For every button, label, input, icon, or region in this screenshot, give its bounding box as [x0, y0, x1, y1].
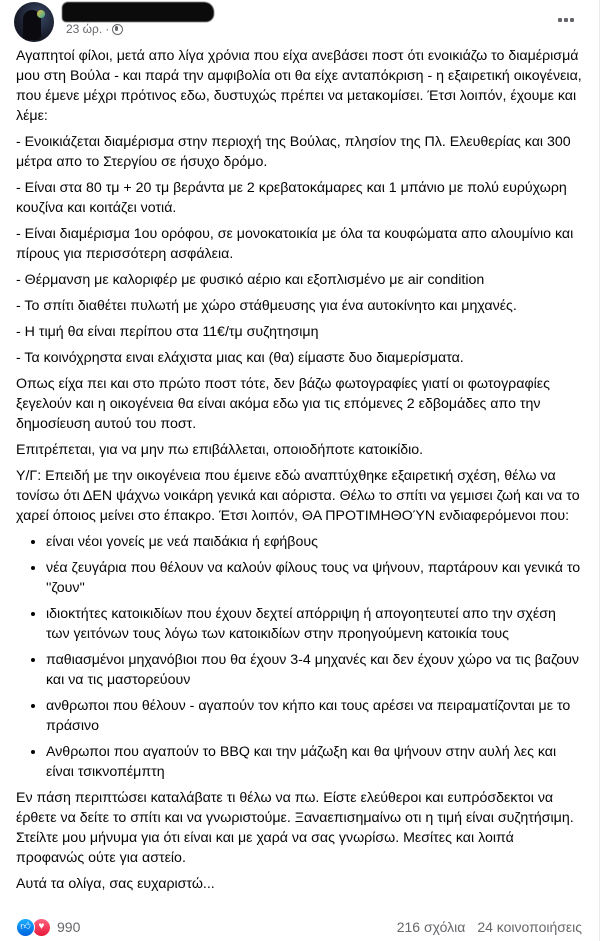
post-header	[14, 2, 584, 42]
engagement-stats	[397, 919, 582, 935]
preferences-list	[16, 532, 582, 782]
detail-line: - Ενοικιάζεται διαμέρισμα στην περιοχή της Βούλας, πλησίον της Πλ. Ελευθερίας και 300 μέτρα απο το Στεργίου σε ήσυχο δρόμο.	[16, 134, 571, 170]
more-dot-icon	[570, 18, 574, 22]
preference-item: • παθιασμένοι μηχανόβιοι που θα έχουν 3-4 μηχανές και δεν έχουν χώρο να τις βαζουν και να τις μαστορεύουν	[46, 650, 582, 690]
shares-count-link[interactable]: 24 κοινοποιήσεις	[477, 919, 582, 935]
pets-note: Επιτρέπεται, για να μην πω επιβάλλεται, οποιοδήποτε κατοικίδιο.	[16, 442, 424, 458]
preference-item: • είναι νέοι γονείς με νεά παιδάκια ή εφήβους	[46, 532, 582, 552]
post-meta	[66, 22, 123, 36]
more-dot-icon	[558, 18, 562, 22]
post-timestamp[interactable]: 23 ώρ.	[66, 22, 103, 36]
avatar-accent	[37, 10, 45, 18]
globe-icon[interactable]	[112, 24, 123, 35]
like-icon: 👍︎	[16, 918, 35, 937]
closing-paragraph: Εν πάση περιπτώσει καταλάβατε τι θέλω να πω. Είστε ελεύθεροι και ευπρόσδεκτοι να έρθετε να δείτε το σπίτι και να γνωριστούμε. Ξαναεπισημαίνω οτι η τιμή είναι συζητήσιμη. Στείλτε μου μήνυμα για ότι είναι και με χαρά να σας γνωρίσω. Μεσίτες και λοιπά προφανώς ούτε για αστείο.	[16, 790, 574, 866]
reaction-count[interactable]: 990	[57, 919, 81, 935]
reaction-icons	[16, 918, 51, 937]
more-dot-icon	[564, 18, 568, 22]
detail-line: - Είναι στα 80 τμ + 20 τμ βεράντα με 2 κρεβατοκάμαρες και 1 μπάνιο με πολύ ευρύχωρη κουζίνα και κοιτάζει νοτιά.	[16, 180, 567, 216]
photos-note: Οπως είχα πει και στο πρώτο ποστ τότε, δεν βάζω φωτογραφίες γιατί οι φωτογραφίες ξεγελούν και η οικογένεια θα είναι ακόμα εδω για τις επόμενες 2 εδβομάδες απο την δημοσίευση αυτού του ποστ.	[16, 376, 550, 432]
detail-line: - Η τιμή θα είναι περίπου στα 11€/τμ συζητησιμη	[16, 324, 319, 340]
detail-line: - Θέρμανση με καλοριφέρ με φυσικό αέριο και εξοπλισμένο με air condition	[16, 272, 485, 288]
comments-count-link[interactable]: 216 σχόλια	[396, 919, 466, 935]
post-footer	[16, 916, 582, 938]
more-options-button[interactable]	[552, 10, 580, 30]
preference-item: • ανθρωποι που θέλουν - αγαπούν τον κήπο και τους αρέσει να πειραματίζονται με το πράσινο	[46, 696, 582, 736]
reactions-summary[interactable]	[16, 918, 80, 937]
postscript: Υ/Γ: Επειδή με την οικογένεια που έμεινε εδώ αναπτύχθηκε εξαιρετική σχέση, θέλω να τονίσω ότι ΔΕΝ ψάχνω νοικάρη γενικά και αόριστα. Θέλω το σπίτι να γεμισει ζωή και να το χαρεί όποιος μείνει στο έπακρο. Έτσι λοιπόν, ΘΑ ΠΡΟΤΙΜΗΘΟΎΝ ενδιαφερόμενοι που:	[16, 468, 580, 524]
author-avatar[interactable]	[14, 2, 54, 42]
detail-line: - Είναι διαμέρισμα 1ου ορόφου, σε μονοκατοικία με όλα τα κουφώματα απο αλουμίνιο και πίρους για περισσότερη ασφάλεια.	[16, 226, 574, 262]
post-intro: Αγαπητοί φίλοι, μετά απο λίγα χρόνια που είχα ανεβάσει ποστ ότι ενοικιάζω το διαμέρισμά μου στη Βούλα - και παρά την αμφιβολία οτι θα είχε ανταπόκριση - η εξαιρετική οικογένεια, που έμενε μέχρι πρότινος εδω, δυστυχώς πρέπει να μετακομίσει. Έτσι λοιπόν, έχουμε και λέμε:	[16, 48, 582, 124]
preference-item: • ιδιοκτήτες κατοικιδίων που έχουν δεχτεί απόρριψη ή απογοητευτεί απο την σχέση των γειτόνων τους λόγω των κατοικιδίων στην προηγούμενη κατοικία τους	[46, 604, 582, 644]
preference-item: • Ανθρωποι που αγαπούν το BBQ και την μάζωξη και θα ψήνουν στην αυλή λες και είναι τσικνοπέμπτη	[46, 742, 582, 782]
post-body	[16, 46, 582, 900]
detail-line: - Το σπίτι διαθέτει πυλωτή με χώρο στάθμευσης για ένα αυτοκίνητο και μηχανές.	[16, 298, 517, 314]
meta-separator: ·	[105, 22, 110, 36]
name-redaction	[62, 2, 214, 22]
signoff: Αυτά τα ολίγα, σας ευχαριστώ...	[16, 876, 215, 892]
preference-item: • νέα ζευγάρια που θέλουν να καλούν φίλους τους να ψήνουν, παρτάρουν και γενικά το ''ζουν''	[46, 558, 582, 598]
love-icon: ♥	[32, 918, 51, 937]
detail-line: - Τα κοινόχρηστα ειναι ελάχιστα μιας και (θα) είμαστε δυο διαμερίσματα.	[16, 350, 464, 366]
